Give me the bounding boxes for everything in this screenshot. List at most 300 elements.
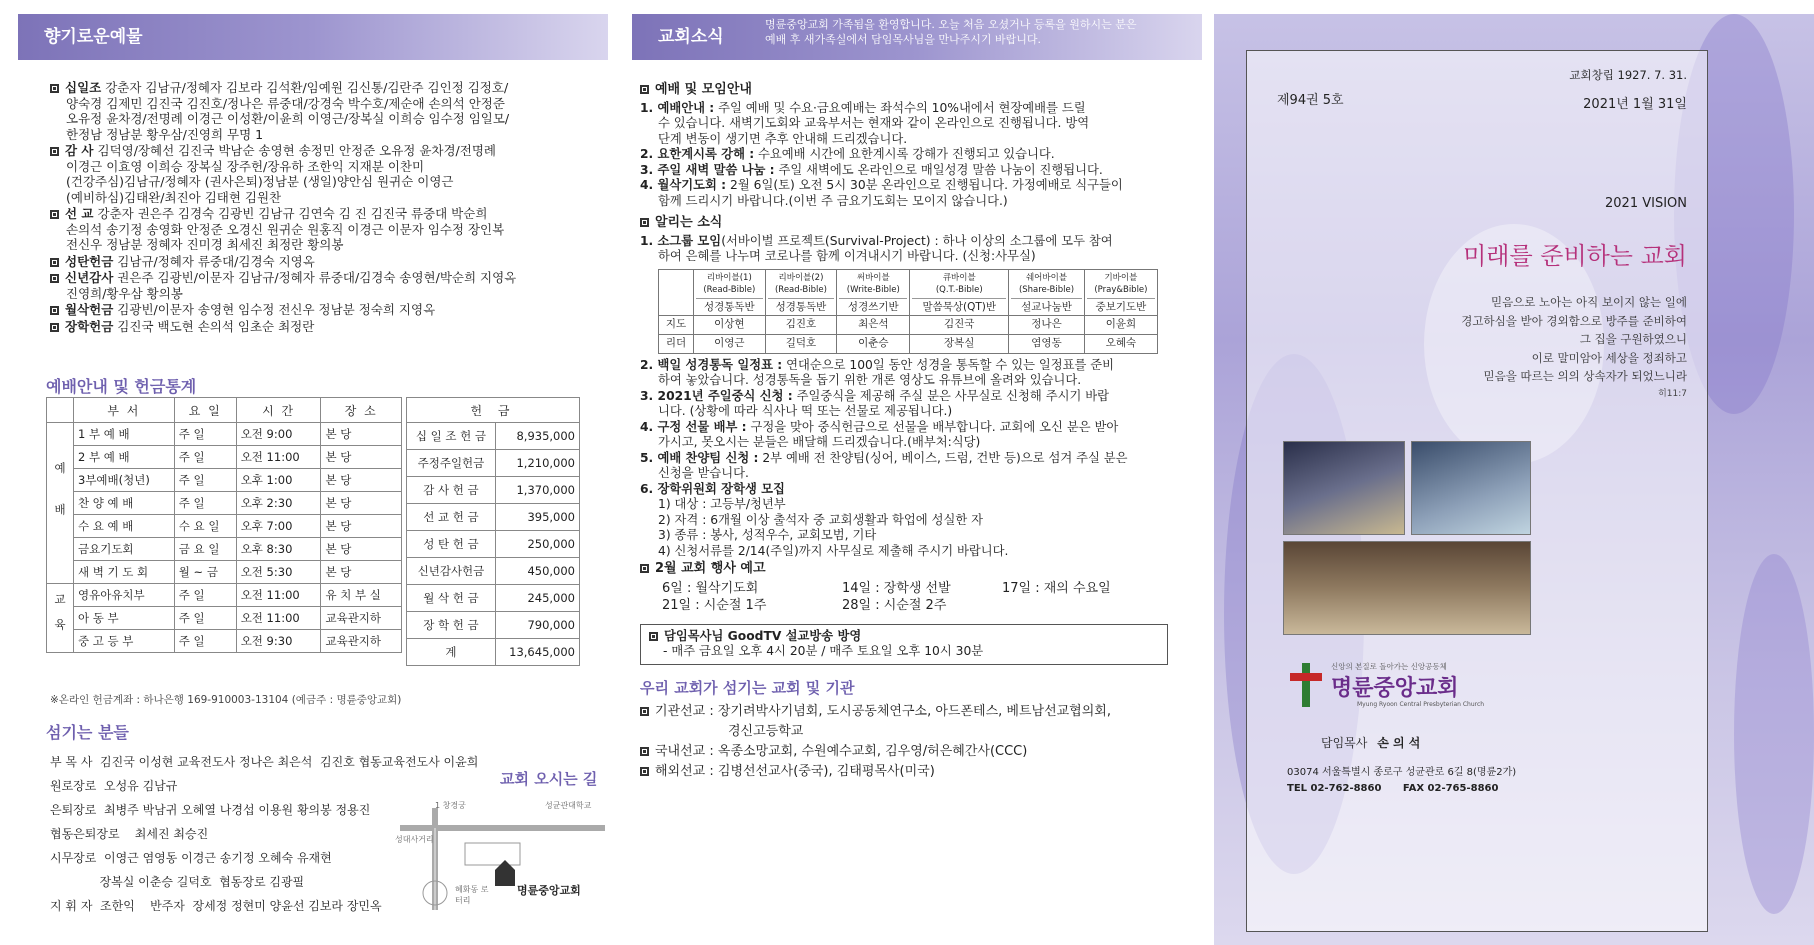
group-cell: 길덕호 — [765, 334, 837, 353]
church-fax: FAX 02-765-8860 — [1402, 783, 1499, 794]
donation-item — [50, 80, 590, 142]
donation-names: 손의석 송기정 송영화 안정준 오경신 원귀순 원홍직 이경근 이문자 임수정 장인복 — [66, 221, 505, 237]
news-item-line — [640, 451, 1170, 467]
staff-row: 협동은퇴장로 최세진 최승진 — [50, 827, 209, 841]
group-education: 교육 — [47, 584, 74, 653]
worship-table — [46, 397, 402, 653]
news-item-cont: 니다. (상황에 따라 식사나 떡 또는 선물로 제공됩니다.) — [658, 404, 953, 418]
amount-name: 주정주일헌금 — [407, 450, 496, 477]
news-item — [640, 178, 1170, 209]
cell-day: 주 일 — [174, 469, 236, 492]
cell-day: 주 일 — [174, 584, 236, 607]
pastor-label: 담임목사 — [1321, 736, 1368, 750]
donation-names: 김광빈/이문자 송영현 임수정 전신우 정남분 정숙희 지영옥 — [117, 302, 436, 317]
news-item-text: 2월 6일(토) 오전 5시 30분 온라인으로 진행됩니다. 가정예배로 식구들이 — [726, 178, 1123, 192]
group-col-line: 성경통독반 — [768, 298, 835, 313]
photo-congregation-flag — [1411, 441, 1531, 535]
cell-dept: 2 부 예 배 — [74, 446, 175, 469]
table-row — [47, 630, 402, 653]
cell-time: 오후 7:00 — [236, 515, 321, 538]
news-item-line — [640, 358, 1170, 374]
table-row — [47, 423, 402, 446]
group-col-line: 리바이블(2) — [778, 272, 824, 283]
cell-dept: 아 동 부 — [74, 607, 175, 630]
col-place: 장 소 — [321, 398, 402, 423]
cell-day: 주 일 — [174, 492, 236, 515]
donation-line — [50, 96, 590, 112]
donation-line — [50, 159, 590, 175]
table-row — [407, 450, 580, 477]
news-item-cont: 2) 자격 : 6개월 이상 출석자 중 교회생활과 학업에 성실한 자 — [658, 512, 984, 527]
offering-header — [18, 14, 608, 60]
map-title: 교회 오시는 길 — [500, 770, 598, 788]
cell-dept: 수 요 예 배 — [74, 515, 175, 538]
table-row — [407, 423, 580, 450]
news-item-line — [640, 101, 1170, 117]
mission-line — [640, 702, 1170, 722]
group-col-line: (Read-Bible) — [703, 284, 756, 295]
donation-names: (건강주심)김남규/정혜자 (권사은퇴)정남분 (생일)양안심 원귀순 이영근 — [66, 174, 454, 189]
group-col-line: 써바이블 — [856, 272, 890, 283]
staff-row: 원로장로 오성유 김남규 — [50, 779, 178, 793]
donation-line — [50, 127, 590, 143]
map-church-name: 명륜중앙교회 — [517, 884, 581, 897]
bullet-icon — [50, 147, 59, 156]
group-col-line: (Pray&Bible) — [1094, 284, 1148, 295]
cross-icon — [1287, 661, 1327, 709]
welcome-note-line2: 예배 후 새가족실에서 담임목사님을 만나주시기 바랍니다. — [765, 33, 1042, 46]
cell-dept: 찬 양 예 배 — [74, 492, 175, 515]
bullet-icon — [640, 85, 649, 94]
table-row — [407, 504, 580, 531]
account-note: ※온라인 헌금계좌 : 하나은행 169-910003-13104 (예금주 : 명륜중앙교회) — [50, 694, 402, 706]
cell-time: 오후 8:30 — [236, 538, 321, 561]
donation-label: 선 교 — [65, 206, 94, 221]
news-header-text: 교회소식 — [658, 27, 724, 47]
group-col-header — [910, 269, 1009, 315]
donation-line — [50, 190, 590, 206]
group-col-line: 쉐어바이블 — [1025, 272, 1068, 283]
group-col-line: (Q.T.-Bible) — [935, 284, 983, 295]
vision-slogan: 미래를 준비하는 교회 — [1463, 242, 1687, 270]
donation-label: 월삭헌금 — [65, 302, 114, 317]
group-col-line: 큐바이블 — [942, 272, 976, 283]
donation-item — [50, 319, 590, 335]
news-item-text: 주일중식을 제공해 주실 분은 사무실로 신청해 주시기 바랍 — [792, 388, 1110, 403]
group-col-header — [837, 269, 910, 315]
cell-dept: 중 고 등 부 — [74, 630, 175, 653]
donation-names: (예비하심)김태완/최진아 김태현 김원찬 — [66, 189, 282, 205]
news-item — [640, 101, 1170, 148]
news-item — [640, 389, 1170, 420]
news-item-cont: 함께 드리시기 바랍니다.(이번 주 금요기도회는 모이지 않습니다.) — [658, 193, 1008, 208]
event-item: 21일 : 시순절 1주 — [662, 597, 767, 613]
news-item-cont: 가시고, 못오시는 분들은 배달해 드리겠습니다.(배부처:식당) — [658, 435, 981, 449]
cell-time: 오전 9:00 — [236, 423, 321, 446]
table-row — [407, 585, 580, 612]
news-item-cont: 3) 종류 : 봉사, 성적우수, 교회모범, 기타 — [658, 528, 877, 542]
mission-text: 옥종소망교회, 수원예수교회, 김우영/허은혜간사(CCC) — [713, 744, 1028, 759]
donation-line — [50, 237, 590, 253]
news-item-line — [640, 147, 1170, 163]
mission-label: 기관선교 : — [655, 704, 714, 719]
donation-line — [50, 319, 590, 335]
group-col-line: (Share-Bible) — [1018, 284, 1075, 295]
news-item-head: 4. 구정 선물 배부 : — [640, 419, 747, 434]
staff-row: 장복실 이춘승 길덕호 협동장로 김광필 — [50, 875, 305, 889]
bullet-icon — [50, 84, 59, 93]
group-table — [658, 269, 1158, 354]
group-col-line: (Read-Bible) — [774, 284, 827, 295]
news-item-cont: 4) 신청서류를 2/14(주일)까지 사무실로 제출해 주시기 바랍니다. — [658, 543, 1009, 558]
news-item-head: 2. 요한계시록 강해 : — [640, 147, 755, 161]
news-section-title — [640, 561, 1170, 577]
news-item-head: 4. 월삭기도회 : — [640, 178, 727, 192]
group-cell: 이윤희 — [1084, 315, 1157, 334]
donation-names: 한정남 정남분 황우삼/진영희 무명 1 — [66, 126, 264, 142]
donation-list — [50, 80, 590, 335]
amount-value: 13,645,000 — [495, 639, 579, 666]
cell-place: 교육관지하 — [321, 607, 402, 630]
news-item-line — [640, 234, 1170, 250]
group-col-line: 기바이블 — [1104, 272, 1138, 283]
donation-line — [50, 111, 590, 127]
news-item-line — [640, 178, 1170, 194]
staff-row: 지 휘 자 조한익 반주자 장세정 정현미 양윤선 김보라 장민옥 — [50, 899, 382, 913]
spacer — [640, 209, 1170, 213]
bullet-icon — [640, 707, 649, 716]
section-title-text: 2월 교회 행사 예고 — [655, 561, 766, 576]
mission-item — [640, 742, 1170, 762]
cell-place: 본 당 — [321, 561, 402, 584]
news-item-head: 3. 2021년 주일중식 신청 : — [640, 388, 793, 403]
map-label-1: 성균관대학교 — [545, 801, 592, 810]
photo-pastor-preaching — [1283, 441, 1405, 535]
group-cell: 이상현 — [694, 315, 766, 334]
church-map — [395, 762, 610, 912]
photo-sanctuary — [1283, 541, 1531, 635]
goodtv-box — [640, 624, 1168, 665]
news-item-cont: 단계 변동이 생기면 추후 안내해 드리겠습니다. — [658, 131, 908, 146]
news-item-head: 1. 예배안내 : — [640, 100, 715, 115]
cell-dept: 3부예배(청년) — [74, 469, 175, 492]
church-logo — [1287, 661, 1487, 711]
volume-number: 제94권 5호 — [1277, 93, 1344, 108]
news-item-cont: 1) 대상 : 고등부/청년부 — [658, 497, 786, 511]
group-cell: 정나은 — [1009, 315, 1085, 334]
group-cell: 최은석 — [837, 315, 910, 334]
news-item-text: (서바이벌 프로젝트(Survival-Project) : 하나 이상의 소그룹에 모두 참여 — [721, 233, 1113, 248]
table-row — [47, 469, 402, 492]
donation-names: 이경근 이효영 이희승 장복실 장주헌/장유하 조한익 지재분 이찬미 — [66, 158, 425, 174]
donation-label: 성탄헌금 — [65, 253, 114, 269]
amount-value: 790,000 — [495, 612, 579, 639]
vision-label: 2021 VISION — [1605, 196, 1687, 211]
donation-names: 양숙경 김제민 김진국 김진호/정나은 류중대/강경숙 박수호/제순애 손의석 안정준 — [66, 95, 505, 111]
staff-row: 시무장로 이영근 염영동 이경근 송기정 오혜숙 유재현 — [50, 851, 332, 865]
cell-time: 오전 11:00 — [236, 584, 321, 607]
amount-name: 장 학 헌 금 — [407, 612, 496, 639]
news-item — [640, 482, 1170, 560]
news-column — [640, 80, 1170, 782]
donation-item — [50, 302, 590, 318]
verse-line: 믿음으로 노아는 아직 보이지 않는 일에 — [1490, 295, 1687, 309]
bullet-icon — [640, 767, 649, 776]
amount-value: 1,210,000 — [495, 450, 579, 477]
news-item — [640, 420, 1170, 451]
amount-header: 헌 금 — [407, 398, 580, 423]
group-col-line: 말씀묵상(QT)반 — [912, 298, 1006, 313]
news-item-head: 2. 백일 성경통독 일정표 : — [640, 357, 783, 372]
donation-names: 김진국 백도현 손의석 임초순 최정란 — [117, 318, 315, 334]
map-label-3: 혜화동 로터리 — [455, 885, 489, 905]
amount-name: 성 탄 헌 금 — [407, 531, 496, 558]
cell-place: 본 당 — [321, 538, 402, 561]
staff-title: 섬기는 분들 — [46, 723, 129, 742]
cell-time: 오전 11:00 — [236, 446, 321, 469]
news-item — [640, 358, 1170, 389]
cell-place: 본 당 — [321, 446, 402, 469]
goodtv-title — [649, 629, 1159, 645]
bullet-icon — [50, 210, 59, 219]
table-row — [407, 531, 580, 558]
section-title-text: 알리는 소식 — [655, 215, 723, 230]
goodtv-title-text: 담임목사님 GoodTV 설교방송 방영 — [664, 628, 862, 643]
church-contact — [1287, 783, 1498, 794]
donation-names: 전신우 정남분 정혜자 진미경 최세진 최정란 황의봉 — [66, 237, 344, 252]
logo-tagline: 신앙의 본질로 돌아가는 신앙공동체 — [1331, 662, 1447, 671]
donation-label: 신년감사 — [65, 270, 114, 285]
cell-place: 유 치 부 실 — [321, 584, 402, 607]
amount-value: 245,000 — [495, 585, 579, 612]
cell-time: 오후 1:00 — [236, 469, 321, 492]
news-item-text: 구정을 맞아 중식헌금으로 선물을 배부합니다. 교회에 오신 분은 받아 — [746, 419, 1119, 434]
donation-item — [50, 254, 590, 270]
cell-day: 금 요 일 — [174, 538, 236, 561]
event-item: 28일 : 시순절 2주 — [842, 597, 947, 613]
staff-row: 은퇴장로 최병주 박남귀 오혜열 나경섭 이용원 황의봉 정용진 — [50, 803, 371, 817]
news-section-title — [640, 82, 1170, 98]
group-col-header — [694, 269, 766, 315]
event-item — [1002, 597, 1152, 614]
donation-line — [50, 80, 590, 96]
event-item: 6일 : 월삭기도회 — [662, 580, 759, 596]
cell-time: 오후 2:30 — [236, 492, 321, 515]
amount-name: 신년감사헌금 — [407, 558, 496, 585]
amount-name: 월 삭 헌 금 — [407, 585, 496, 612]
cell-day: 수 요 일 — [174, 515, 236, 538]
goodtv-schedule: - 매주 금요일 오후 4시 20분 / 매주 토요일 오후 10시 30분 — [663, 644, 984, 658]
donation-line — [50, 174, 590, 190]
group-worship: 예배 — [47, 423, 74, 584]
table-row — [47, 492, 402, 515]
news-item — [640, 147, 1170, 163]
group-col-line: 설교나눔반 — [1011, 298, 1082, 313]
group-cell: 장복실 — [910, 334, 1009, 353]
mission-item — [640, 762, 1170, 782]
cell-time: 오전 5:30 — [236, 561, 321, 584]
amount-name: 계 — [407, 639, 496, 666]
donation-line — [50, 286, 590, 302]
group-cell: 염영동 — [1009, 334, 1085, 353]
news-item-text: 2부 예배 전 찬양팀(싱어, 베이스, 드럼, 건반 등)으로 섬겨 주실 분은 — [758, 450, 1128, 465]
donation-item — [50, 206, 590, 253]
logo-english-name: Myung Ryoon Central Presbyterian Church — [1357, 701, 1485, 708]
cell-place: 본 당 — [321, 469, 402, 492]
news-item-cont: 하여 은혜를 나누며 코로나를 함께 이겨내시기 바랍니다. (신청:사무실) — [658, 249, 1036, 263]
staff-row: 부 목 사 김진국 이성현 교육전도사 정나은 최은석 김진호 협동교육전도사 이윤희 — [50, 755, 479, 769]
verse-line: 믿음을 따르는 의의 상속자가 되었느니라 — [1483, 369, 1687, 383]
cell-dept: 영유아유치부 — [74, 584, 175, 607]
group-col-header — [1009, 269, 1085, 315]
news-item-text: 수요예배 시간에 요한계시록 강해가 진행되고 있습니다. — [754, 147, 1055, 161]
donation-names: 김남규/정혜자 류중대/김경숙 지영옥 — [117, 253, 315, 269]
cover-panel — [1214, 14, 1814, 945]
donation-label: 감 사 — [65, 143, 94, 158]
section-title-text: 예배 및 모임안내 — [655, 82, 752, 97]
donation-line — [50, 302, 590, 318]
mission-item — [640, 702, 1170, 742]
cell-empty — [659, 269, 694, 315]
cell-day: 주 일 — [174, 630, 236, 653]
cell-day: 주 일 — [174, 446, 236, 469]
cell-place: 본 당 — [321, 515, 402, 538]
cell-dept: 금요기도회 — [74, 538, 175, 561]
bulletin-date: 2021년 1월 31일 — [1583, 97, 1687, 112]
news-item-line — [640, 420, 1170, 436]
donation-names: 권은주 김광빈/이문자 김남규/정혜자 류중대/김경숙 송영현/박순희 지영옥 — [117, 270, 517, 285]
pastor-name: 손 의 석 — [1377, 736, 1421, 750]
bible-verse — [1461, 293, 1687, 386]
table-row — [407, 558, 580, 585]
table-row — [659, 334, 1158, 353]
table-row — [47, 561, 402, 584]
bullet-icon — [50, 258, 59, 267]
group-col-header — [765, 269, 837, 315]
table-row — [47, 515, 402, 538]
mission-label: 해외선교 : — [655, 764, 714, 779]
map-label-2: 성대사거리 — [395, 835, 434, 844]
event-row — [662, 580, 1170, 597]
news-item-text: 연대순으로 100일 동안 성경을 통독할 수 있는 일정표를 준비 — [782, 357, 1115, 372]
donation-names: 강춘자 김남규/정혜자 김보라 김석환/임예원 김신통/김란주 김인정 김정호/ — [105, 80, 509, 95]
table-row — [407, 639, 580, 666]
offering-amount-table — [406, 397, 580, 666]
group-col-line: 성경통독반 — [696, 298, 763, 313]
verse-reference: 히11:7 — [1658, 389, 1687, 399]
group-col-line: 중보기도반 — [1087, 298, 1155, 313]
church-address: 03074 서울특별시 종로구 성균관로 6길 8(명륜2가) — [1287, 767, 1517, 778]
table-row — [659, 315, 1158, 334]
stats-title: 예배안내 및 헌금통계 — [46, 377, 197, 396]
founded-date: 교회창립 1927. 7. 31. — [1569, 68, 1687, 82]
verse-line: 이로 말미암아 세상을 정죄하고 — [1531, 350, 1687, 365]
cell-dept: 1 부 예 배 — [74, 423, 175, 446]
table-row — [47, 584, 402, 607]
amount-value: 250,000 — [495, 531, 579, 558]
donation-label: 십일조 — [65, 80, 102, 95]
news-item-cont: 신청을 받습니다. — [658, 466, 749, 480]
church-tel: TEL 02-762-8860 — [1287, 783, 1382, 794]
table-row — [47, 607, 402, 630]
bullet-icon — [640, 747, 649, 756]
col-time: 시 간 — [236, 398, 321, 423]
donation-line — [50, 143, 590, 159]
group-cell: 이영근 — [694, 334, 766, 353]
group-cell: 김진국 — [910, 315, 1009, 334]
news-item — [640, 163, 1170, 179]
group-cell: 오혜숙 — [1084, 334, 1157, 353]
event-item: 17일 : 재의 수요일 — [1002, 580, 1111, 596]
col-dept: 부 서 — [74, 398, 175, 423]
donation-line — [50, 270, 590, 286]
amount-value: 395,000 — [495, 504, 579, 531]
news-item-head: 3. 주일 새벽 말씀 나눔 : — [640, 162, 775, 177]
donation-item — [50, 270, 590, 301]
cell-place: 본 당 — [321, 492, 402, 515]
cell-day: 월 ~ 금 — [174, 561, 236, 584]
bullet-icon — [640, 564, 649, 573]
cell-time: 오전 11:00 — [236, 607, 321, 630]
donation-line — [50, 222, 590, 238]
col-group — [47, 398, 74, 423]
table-row — [407, 477, 580, 504]
cell-day: 주 일 — [174, 423, 236, 446]
table-row — [407, 612, 580, 639]
donation-item — [50, 143, 590, 205]
news-item-cont: 수 있습니다. 새벽기도회와 교육부서는 현재와 같이 온라인으로 진행됩니다. 방역 — [658, 116, 1090, 130]
table-row — [47, 538, 402, 561]
group-cell: 이춘승 — [837, 334, 910, 353]
news-item-head: 5. 예배 찬양팀 신청 : — [640, 450, 759, 465]
mission-text: 김병선선교사(중국), 김태평목사(미국) — [713, 764, 935, 779]
map-label-0: 1 창경궁 — [435, 801, 466, 810]
cell-place: 교육관지하 — [321, 630, 402, 653]
cell-day: 주 일 — [174, 607, 236, 630]
cell-time: 오전 9:30 — [236, 630, 321, 653]
events — [640, 580, 1170, 614]
donation-label: 장학헌금 — [65, 318, 114, 334]
bullet-icon — [50, 323, 59, 332]
mission-cont: 경신고등학교 — [728, 724, 804, 739]
table-row — [47, 446, 402, 469]
bullet-icon — [50, 306, 59, 315]
news-item-line — [640, 482, 1170, 498]
news-item-line — [640, 389, 1170, 405]
mission-line — [640, 742, 1170, 762]
verse-line: 그 집을 구원하였으니 — [1579, 332, 1687, 346]
cover-card — [1246, 50, 1708, 932]
news-item-line — [640, 163, 1170, 179]
group-col-line: (Write-Bible) — [846, 284, 900, 295]
mission-text: 장기려박사기념회, 도시공동체연구소, 아드폰테스, 베트남선교협의회, — [713, 704, 1111, 719]
amount-value: 450,000 — [495, 558, 579, 585]
event-item: 14일 : 장학생 선발 — [842, 580, 951, 596]
pastor-info — [1321, 734, 1420, 751]
donation-names: 오유정 윤차경/전명례 이경근 이성환/이윤희 이영근/장복실 이희승 임수정 임일모/ — [66, 111, 510, 126]
cell-place: 본 당 — [321, 423, 402, 446]
bullet-icon — [50, 274, 59, 283]
amount-name: 선 교 헌 금 — [407, 504, 496, 531]
mission-title: 우리 교회가 섬기는 교회 및 기관 — [640, 678, 855, 697]
col-day: 요 일 — [174, 398, 236, 423]
group-cell: 김진호 — [765, 315, 837, 334]
news-item-head: 6. 장학위원회 장학생 모집 — [640, 481, 785, 496]
bullet-icon — [649, 632, 658, 641]
amount-name: 감 사 헌 금 — [407, 477, 496, 504]
mission-line — [640, 762, 1170, 782]
cell-dept: 새 벽 기 도 회 — [74, 561, 175, 584]
